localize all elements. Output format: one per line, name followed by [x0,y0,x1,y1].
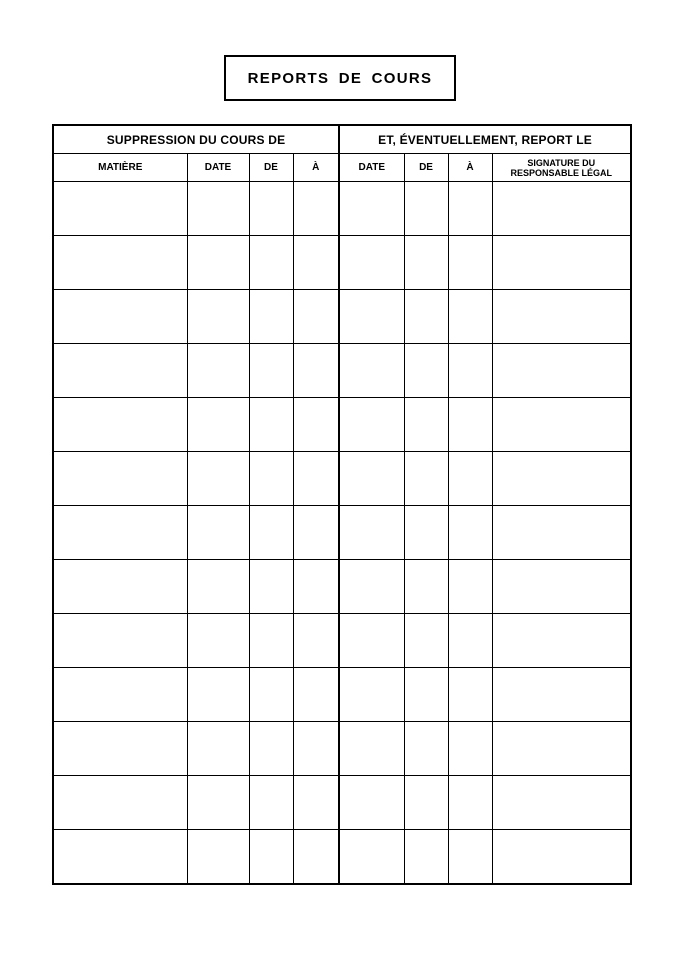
cell-date-suppression[interactable] [187,722,249,776]
cell-a-report[interactable] [448,236,492,290]
cell-matiere[interactable] [53,560,187,614]
col-de-suppression: DE [249,154,293,182]
cell-a-suppression[interactable] [293,182,339,236]
cell-signature[interactable] [492,830,631,885]
cell-a-report[interactable] [448,560,492,614]
cell-signature[interactable] [492,614,631,668]
table-row [53,290,631,344]
title-box [224,55,456,101]
cell-a-suppression[interactable] [293,830,339,885]
cell-date-suppression[interactable] [187,506,249,560]
cell-de-report[interactable] [404,506,448,560]
cell-date-report[interactable] [339,290,404,344]
cell-matiere[interactable] [53,236,187,290]
cell-date-suppression[interactable] [187,344,249,398]
cell-date-suppression[interactable] [187,830,249,885]
cell-date-suppression[interactable] [187,560,249,614]
table-row [53,398,631,452]
cell-a-report[interactable] [448,182,492,236]
cell-de-suppression[interactable] [249,398,293,452]
cell-date-report[interactable] [339,452,404,506]
col-matiere: MATIÈRE [53,154,187,182]
table-row [53,722,631,776]
column-header-row [53,154,631,182]
cell-date-report[interactable] [339,344,404,398]
cell-a-suppression[interactable] [293,290,339,344]
cell-a-suppression[interactable] [293,668,339,722]
cell-matiere[interactable] [53,776,187,830]
cell-signature[interactable] [492,776,631,830]
cell-signature[interactable] [492,560,631,614]
cell-matiere[interactable] [53,668,187,722]
cell-matiere[interactable] [53,182,187,236]
col-a-report: À [448,154,492,182]
cell-signature[interactable] [492,398,631,452]
cell-date-report[interactable] [339,398,404,452]
cell-de-suppression[interactable] [249,614,293,668]
col-signature: SIGNATURE DU RESPONSABLE LÉGAL [492,154,631,182]
page-title: REPORTS DE COURS [247,69,433,87]
cell-a-report[interactable] [448,344,492,398]
cell-signature[interactable] [492,452,631,506]
cell-date-report[interactable] [339,614,404,668]
cell-matiere[interactable] [53,452,187,506]
cell-a-suppression[interactable] [293,398,339,452]
cell-matiere[interactable] [53,722,187,776]
cell-date-report[interactable] [339,506,404,560]
cell-de-report[interactable] [404,344,448,398]
cell-de-suppression[interactable] [249,182,293,236]
cell-signature[interactable] [492,344,631,398]
cell-a-report[interactable] [448,398,492,452]
cell-de-suppression[interactable] [249,668,293,722]
col-date-report: DATE [339,154,404,182]
reports-table [52,124,632,885]
cell-date-suppression[interactable] [187,182,249,236]
cell-a-suppression[interactable] [293,506,339,560]
cell-date-report[interactable] [339,830,404,885]
cell-date-suppression[interactable] [187,290,249,344]
cell-signature[interactable] [492,668,631,722]
table-row [53,236,631,290]
cell-de-suppression[interactable] [249,506,293,560]
group-header-row [53,125,631,154]
cell-date-report[interactable] [339,776,404,830]
table-row [53,614,631,668]
cell-date-suppression[interactable] [187,452,249,506]
cell-de-report[interactable] [404,614,448,668]
cell-signature[interactable] [492,290,631,344]
cell-matiere[interactable] [53,614,187,668]
group-suppression: SUPPRESSION DU COURS DE [53,125,339,154]
cell-de-suppression[interactable] [249,344,293,398]
cell-date-report[interactable] [339,722,404,776]
group-report: ET, ÉVENTUELLEMENT, REPORT LE [339,125,631,154]
cell-a-report[interactable] [448,290,492,344]
cell-de-report[interactable] [404,182,448,236]
cell-de-suppression[interactable] [249,830,293,885]
cell-date-suppression[interactable] [187,776,249,830]
cell-de-suppression[interactable] [249,560,293,614]
cell-date-report[interactable] [339,668,404,722]
cell-de-report[interactable] [404,290,448,344]
table-row [53,830,631,885]
cell-a-suppression[interactable] [293,776,339,830]
cell-date-report[interactable] [339,236,404,290]
table-row [53,182,631,236]
cell-de-suppression[interactable] [249,236,293,290]
cell-de-suppression[interactable] [249,776,293,830]
cell-de-suppression[interactable] [249,722,293,776]
cell-signature[interactable] [492,236,631,290]
cell-signature[interactable] [492,506,631,560]
cell-date-report[interactable] [339,560,404,614]
cell-de-suppression[interactable] [249,290,293,344]
table-row [53,560,631,614]
cell-de-suppression[interactable] [249,452,293,506]
cell-a-suppression[interactable] [293,560,339,614]
cell-a-suppression[interactable] [293,722,339,776]
cell-de-report[interactable] [404,830,448,885]
col-date-suppression: DATE [187,154,249,182]
table-row [53,344,631,398]
cell-matiere[interactable] [53,506,187,560]
cell-date-report[interactable] [339,182,404,236]
cell-matiere[interactable] [53,344,187,398]
cell-de-report[interactable] [404,668,448,722]
cell-a-suppression[interactable] [293,344,339,398]
cell-de-report[interactable] [404,722,448,776]
cell-a-suppression[interactable] [293,236,339,290]
table-row [53,506,631,560]
col-a-suppression: À [293,154,339,182]
table-row [53,452,631,506]
table-row [53,668,631,722]
cell-matiere[interactable] [53,830,187,885]
cell-date-suppression[interactable] [187,236,249,290]
cell-a-report[interactable] [448,452,492,506]
cell-de-report[interactable] [404,236,448,290]
cell-a-report[interactable] [448,614,492,668]
cell-a-suppression[interactable] [293,452,339,506]
table-body [53,182,631,885]
cell-de-report[interactable] [404,452,448,506]
col-de-report: DE [404,154,448,182]
cell-date-suppression[interactable] [187,668,249,722]
cell-a-suppression[interactable] [293,614,339,668]
cell-signature[interactable] [492,182,631,236]
cell-de-report[interactable] [404,776,448,830]
cell-de-report[interactable] [404,398,448,452]
cell-a-report[interactable] [448,830,492,885]
cell-a-report[interactable] [448,722,492,776]
cell-de-report[interactable] [404,560,448,614]
cell-matiere[interactable] [53,290,187,344]
cell-a-report[interactable] [448,776,492,830]
cell-a-report[interactable] [448,506,492,560]
cell-matiere[interactable] [53,398,187,452]
cell-a-report[interactable] [448,668,492,722]
cell-date-suppression[interactable] [187,398,249,452]
table-row [53,776,631,830]
cell-signature[interactable] [492,722,631,776]
cell-date-suppression[interactable] [187,614,249,668]
